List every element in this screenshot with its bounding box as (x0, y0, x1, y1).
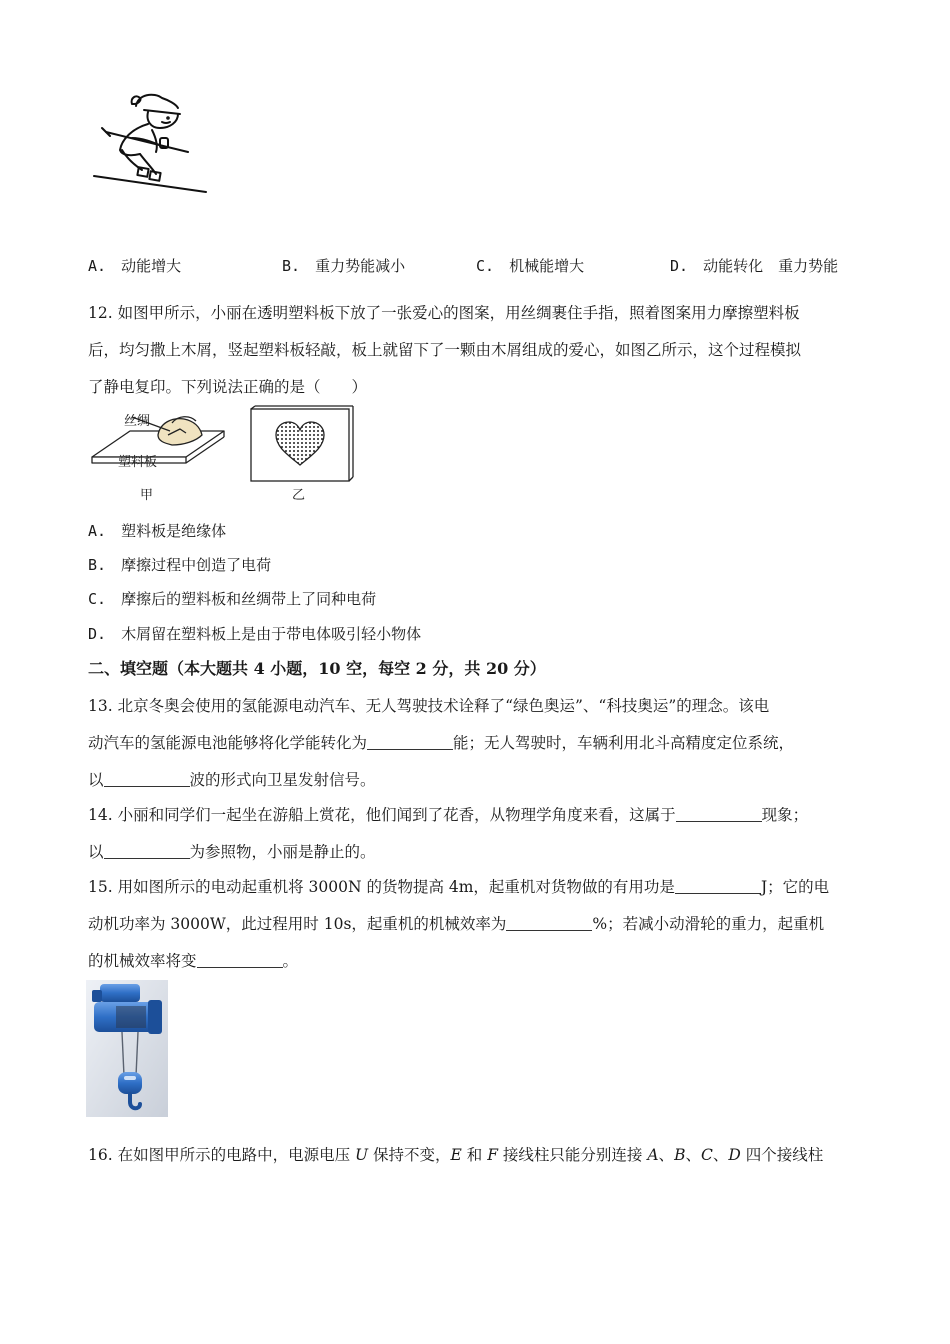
option-text: 机械能增大 (509, 257, 585, 275)
option-letter: B. (88, 556, 107, 574)
q12-line-2: 后，均匀撒上木屑，竖起塑料板轻敲，板上就留下了一颗由木屑组成的爱心，如图乙所示，这个过程模拟 (88, 341, 802, 359)
answer-blank[interactable] (104, 843, 190, 860)
var-d: D (728, 1146, 741, 1164)
crane-hoist-image (86, 980, 168, 1117)
q13-text: 以 (88, 771, 104, 789)
q12-line-1: 12. 如图甲所示，小丽在透明塑料板下放了一张爱心的图案，用丝绸裹住手指，照着图案用力摩擦塑料板 (88, 304, 800, 322)
var-e: E (450, 1146, 462, 1164)
q13-text: 动汽车的氢能源电池能够将化学能转化为 (88, 734, 368, 752)
var-f: F (487, 1146, 498, 1164)
q16-sep: 、 (658, 1146, 675, 1164)
q15-text: 。 (282, 952, 299, 970)
q16-sep: 、 (712, 1146, 729, 1164)
q11-option-d (670, 255, 838, 276)
answer-blank[interactable] (506, 915, 592, 932)
option-text: 木屑留在塑料板上是由于带电体吸引轻小物体 (121, 625, 422, 643)
q15-text: J；它的电 (760, 878, 830, 896)
q15-text: 的机械效率将变 (88, 952, 197, 970)
label-plastic-board: 塑料板 (118, 455, 158, 470)
q12-option-a (88, 520, 226, 541)
var-b: B (674, 1146, 686, 1164)
q12-option-c (88, 588, 376, 609)
answer-blank[interactable] (197, 952, 283, 969)
section-heading: 二、填空题（本大题共 4 小题，10 空，每空 2 分，共 20 分） (88, 659, 546, 678)
q14-line-2 (88, 840, 376, 862)
q12-option-b (88, 554, 271, 575)
q14-text: 以 (88, 843, 104, 861)
option-text: 动能增大 (121, 257, 182, 275)
figure-jia-plastic-board (88, 405, 228, 477)
skier-figure (92, 90, 210, 198)
answer-blank[interactable] (104, 771, 190, 788)
option-letter: C. (88, 590, 107, 608)
var-u: U (355, 1146, 369, 1164)
answer-blank[interactable] (367, 734, 453, 751)
q16-text: 接线柱只能分别连接 (497, 1146, 648, 1164)
q15-text: %；若减小动滑轮的重力，起重机 (592, 915, 825, 933)
q13-line-1: 13. 北京冬奥会使用的氢能源电动汽车、无人驾驶技术诠释了“绿色奥运”、“科技奥运”的理念。该电 (88, 697, 770, 715)
q16-text: 四个接线柱 (740, 1146, 824, 1164)
q15-line-2 (88, 912, 824, 934)
q15-text: 15. 用如图所示的电动起重机将 3000N 的货物提高 4m，起重机对货物做的有用功是 (88, 878, 675, 896)
q16-text: 16. 在如图甲所示的电路中，电源电压 (88, 1146, 356, 1164)
q13-line-3 (88, 768, 376, 790)
answer-blank[interactable] (675, 878, 761, 895)
q11-option-c (476, 255, 584, 276)
label-silk: 丝绸 (124, 414, 151, 429)
option-letter: A. (88, 257, 107, 275)
option-text: 动能转化 重力势能 (703, 257, 839, 275)
option-text: 摩擦过程中创造了电荷 (121, 556, 272, 574)
q13-text: 能；无人驾驶时，车辆利用北斗高精度定位系统， (453, 734, 795, 752)
q14-line-1 (88, 803, 808, 825)
option-letter: B. (282, 257, 301, 275)
q13-text: 波的形式向卫星发射信号。 (189, 771, 376, 789)
q16-text: 保持不变， (368, 1146, 451, 1164)
var-a: A (647, 1146, 659, 1164)
q14-text: 为参照物，小丽是静止的。 (189, 843, 376, 861)
q11-option-b (282, 255, 405, 276)
q15-text: 动机功率为 3000W，此过程用时 10s，起重机的机械效率为 (88, 915, 507, 933)
q14-text: 14. 小丽和同学们一起坐在游船上赏花，他们闻到了花香，从物理学角度来看，这属于 (88, 806, 676, 824)
option-letter: D. (670, 257, 689, 275)
q14-text: 现象； (761, 806, 809, 824)
option-letter: A. (88, 522, 107, 540)
option-text: 塑料板是绝缘体 (121, 522, 227, 540)
q16-sep: 、 (685, 1146, 701, 1164)
option-text: 摩擦后的塑料板和丝绸带上了同种电荷 (121, 590, 377, 608)
q16-line-1 (88, 1143, 823, 1165)
q15-line-1 (88, 875, 829, 897)
option-text: 重力势能减小 (315, 257, 406, 275)
figure-yi-heart-board (248, 405, 354, 483)
label-jia: 甲 (140, 488, 154, 503)
q13-line-2 (88, 731, 794, 753)
var-c: C (700, 1146, 713, 1164)
answer-blank[interactable] (676, 806, 762, 823)
label-yi: 乙 (292, 488, 306, 503)
q12-line-3: 了静电复印。下列说法正确的是（ ） (88, 378, 368, 396)
q15-line-3 (88, 949, 298, 971)
q16-text: 和 (461, 1146, 488, 1164)
option-letter: C. (476, 257, 495, 275)
q12-option-d (88, 623, 421, 644)
q11-option-a (88, 255, 181, 276)
option-letter: D. (88, 625, 107, 643)
